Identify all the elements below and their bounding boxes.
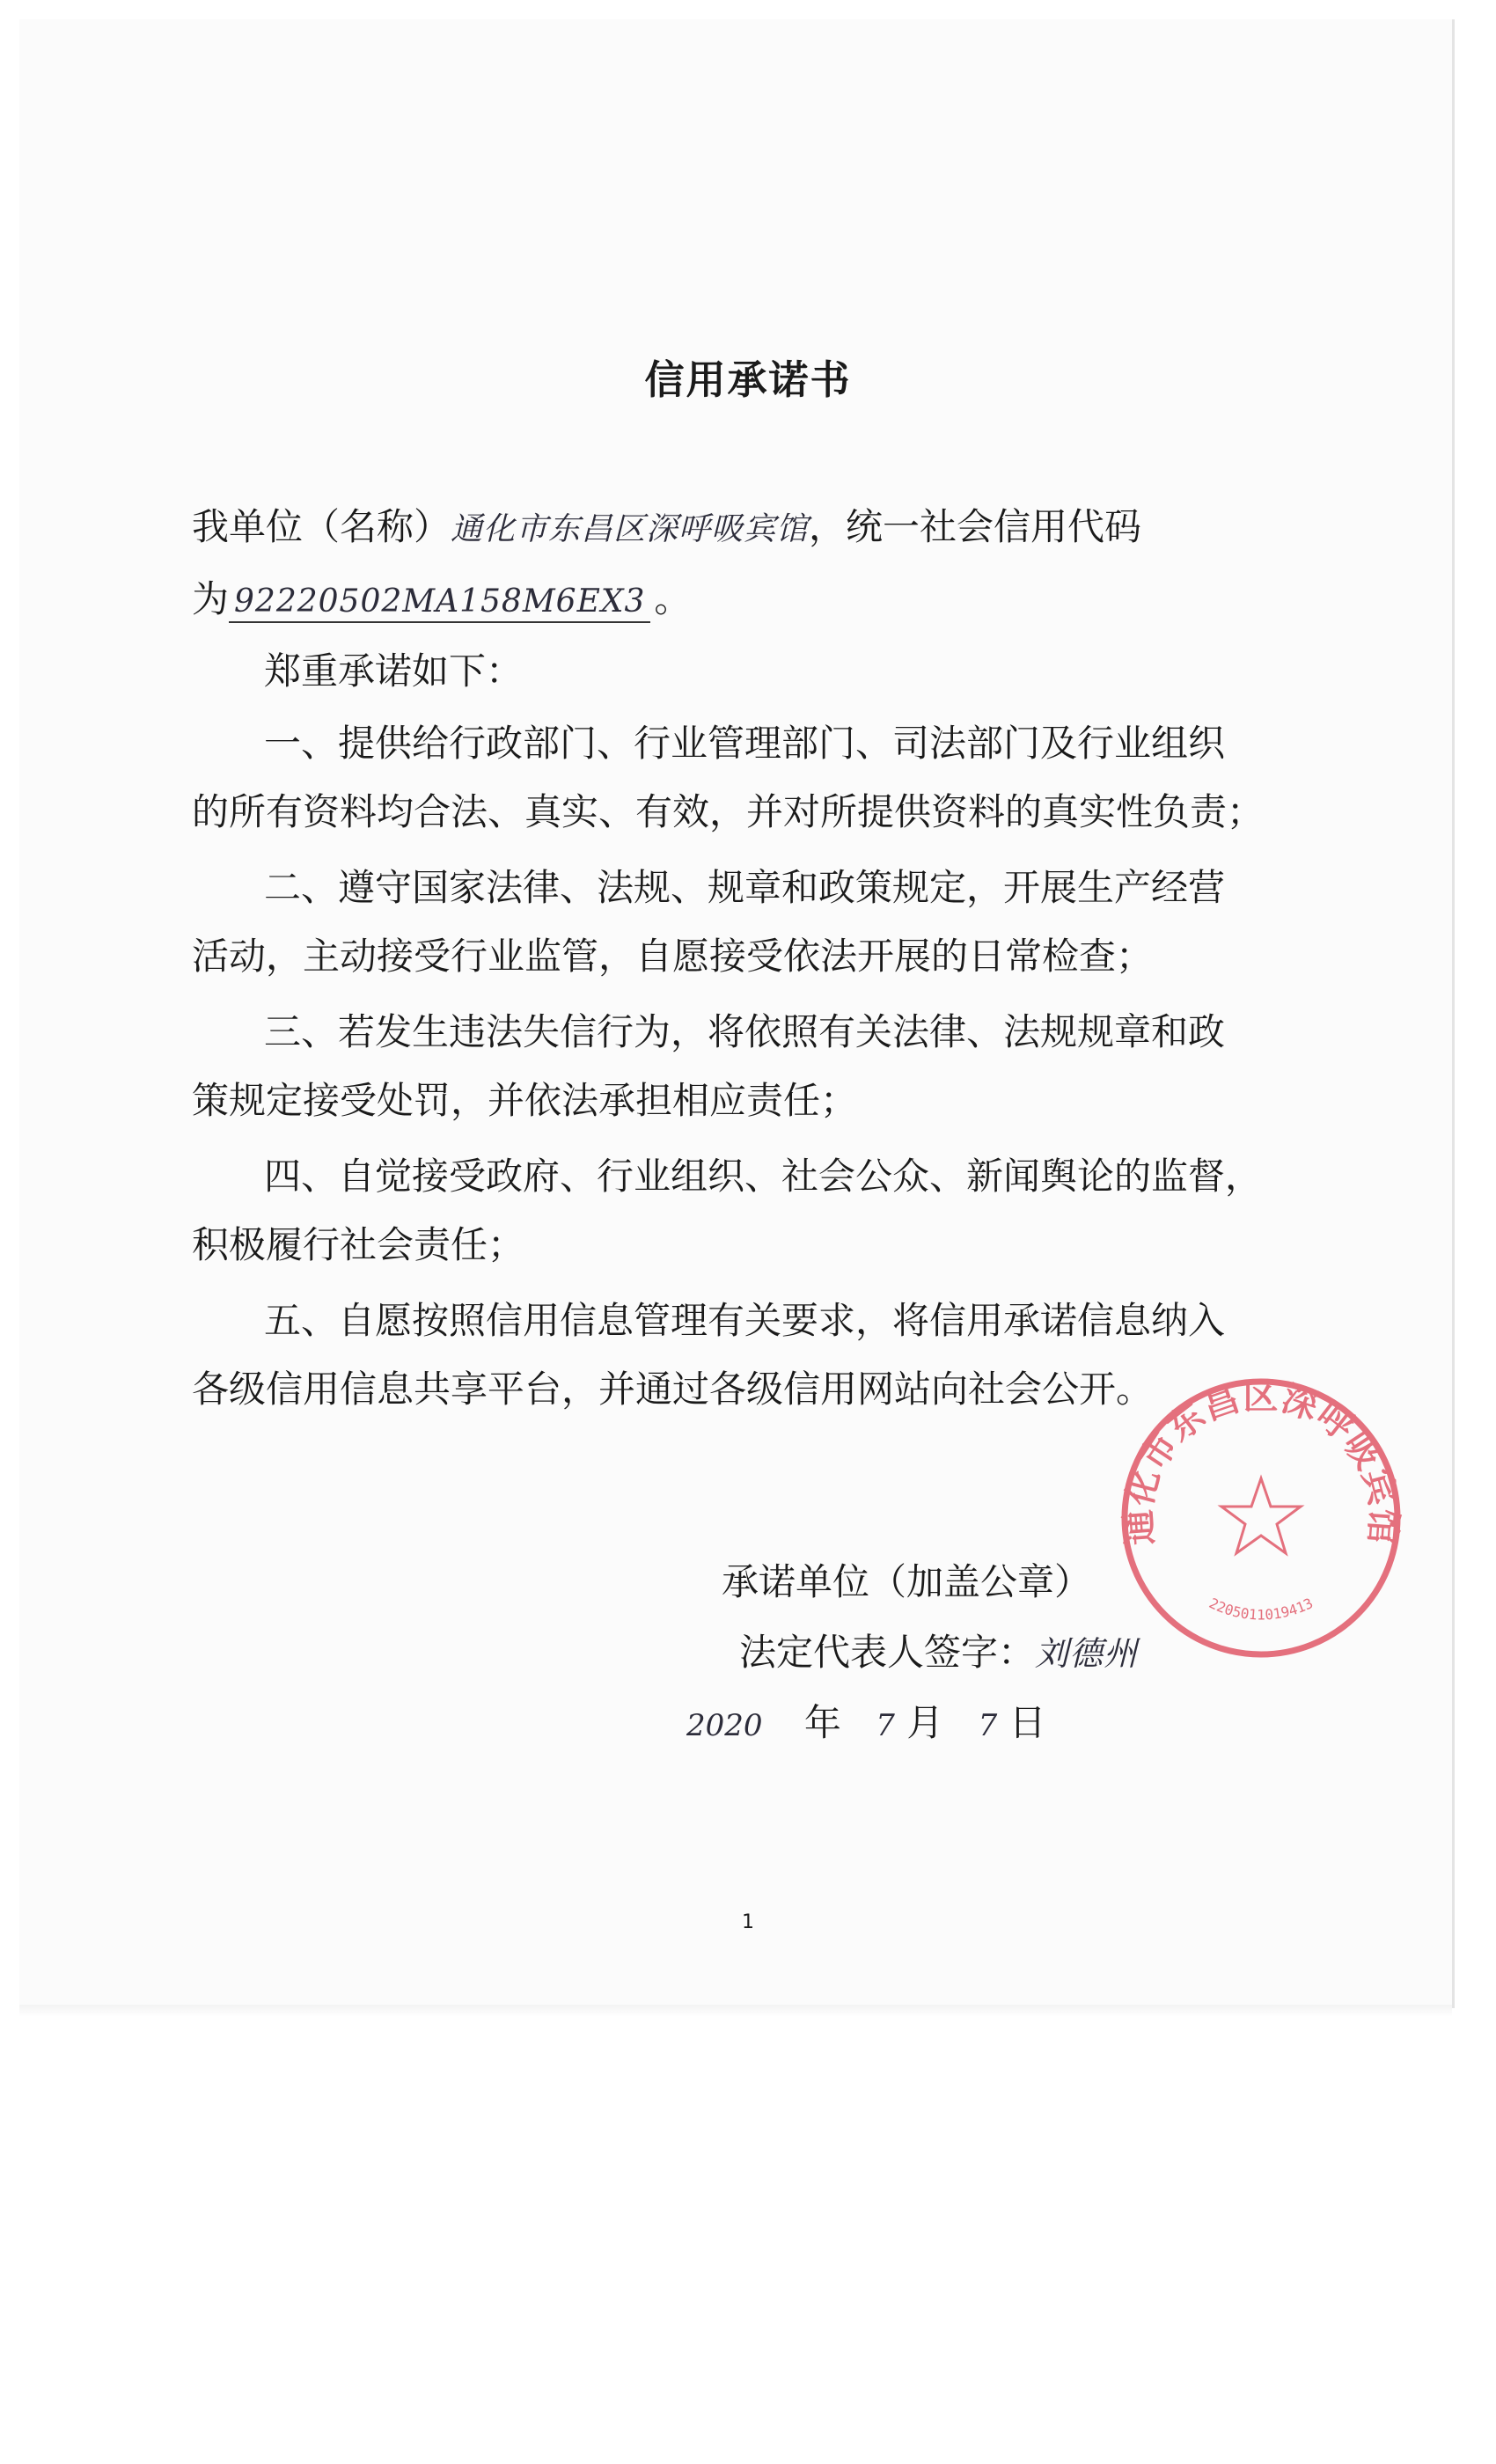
page-number: 1 <box>742 1911 754 1933</box>
item-3-line-1: 三、若发生违法失信行为，将依照有关法律、法规规章和政 <box>264 1010 1226 1053</box>
intro-line-2 <box>192 570 691 623</box>
rep-label: 法定代表人签字： <box>739 1631 1036 1674</box>
date-month-unit: 月 <box>906 1701 944 1744</box>
code-suffix: 。 <box>654 577 692 620</box>
item-1-line-1: 一、提供给行政部门、行业管理部门、司法部门及行业组织 <box>264 722 1226 765</box>
item-5-line-2: 各级信用信息共享平台，并通过各级信用网站向社会公开。 <box>192 1368 1154 1411</box>
item-2-line-1: 二、遵守国家法律、法规、规章和政策规定，开展生产经营 <box>264 866 1226 909</box>
credit-code-handwritten: 92220502MA158M6EX3 <box>229 583 650 623</box>
unit-name-handwritten: 通化市东昌区深呼吸宾馆 <box>451 511 810 547</box>
unit-seal-label: 承诺单位（加盖公章） <box>722 1560 1092 1603</box>
seal-name: 通化市东昌区深呼吸宾馆 <box>1118 1376 1404 1547</box>
item-4-line-2: 积极履行社会责任； <box>192 1223 525 1266</box>
intro-suffix: ，统一社会信用代码 <box>809 505 1142 548</box>
rep-signature-handwritten: 刘德州 <box>1035 1634 1139 1673</box>
seal-star-icon <box>1221 1478 1301 1553</box>
intro-prefix: 我单位（名称） <box>192 505 451 548</box>
item-5-line-1: 五、自愿按照信用信息管理有关要求，将信用承诺信息纳入 <box>264 1299 1226 1342</box>
date-year-unit: 年 <box>803 1701 841 1744</box>
date-month: 7 <box>876 1708 895 1743</box>
date-day-unit: 日 <box>1008 1701 1046 1744</box>
document-title: 信用承诺书 <box>644 356 852 403</box>
code-prefix: 为 <box>192 577 230 620</box>
page-bottom-edge <box>19 2005 1452 2017</box>
item-3-line-2: 策规定接受处罚，并依法承担相应责任； <box>192 1079 858 1122</box>
item-4-line-1: 四、自觉接受政府、行业组织、社会公众、新闻舆论的监督， <box>264 1155 1263 1198</box>
seal-number: 2205011019413 <box>1206 1595 1316 1624</box>
intro-line-1 <box>192 498 1141 551</box>
date-line <box>686 1694 1046 1747</box>
date-year: 2020 <box>686 1708 763 1743</box>
item-2-line-2: 活动，主动接受行业监管，自愿接受依法开展的日常检查； <box>192 935 1154 978</box>
rep-signature-line <box>739 1624 1138 1676</box>
official-seal <box>1116 1373 1406 1663</box>
item-1-line-2: 的所有资料均合法、真实、有效，并对所提供资料的真实性负责； <box>192 790 1265 833</box>
date-day: 7 <box>978 1708 998 1743</box>
pledge-heading: 郑重承诺如下： <box>264 649 524 693</box>
